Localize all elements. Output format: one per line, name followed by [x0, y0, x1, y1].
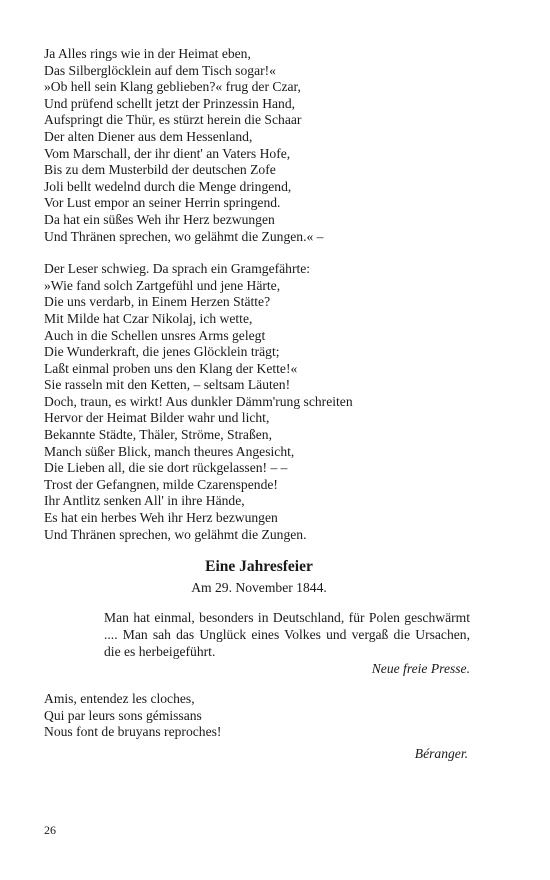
- poem-line: Der Leser schwieg. Da sprach ein Gramgefährte:: [44, 261, 311, 277]
- poem-stanza-2: [44, 261, 474, 543]
- epigraph-line: Nous font de bruyans reproches!: [44, 724, 222, 740]
- poem-line: Ja Alles rings wie in der Heimat eben,: [44, 46, 251, 61]
- poem-line: Der alten Diener aus dem Hessenland,: [44, 128, 253, 144]
- epigraph-line: Qui par leurs sons gémissans: [44, 707, 202, 723]
- poem-line: »Ob hell sein Klang geblieben?« frug der Czar,: [44, 79, 301, 95]
- page-body: [44, 46, 474, 762]
- poem-line: Sie rasseln mit den Ketten, – seltsam Läuten!: [44, 377, 291, 393]
- poem-line: Bekannte Städte, Thäler, Ströme, Straßen,: [44, 427, 272, 443]
- motto-text: Man hat einmal, besonders in Deutschland, für Polen geschwärmt .... Man sah das Unglück eines Volkes und vergaß die Ursachen, die es herbeigeführt.: [104, 610, 470, 660]
- epigraph-block: [44, 691, 474, 762]
- epigraph-line: Amis, entendez les cloches,: [44, 691, 195, 707]
- poem-line: Manch süßer Blick, manch theures Angesicht,: [44, 443, 295, 459]
- poem-line: Das Silberglöcklein auf dem Tisch sogar!«: [44, 62, 276, 78]
- poem-line: Bis zu dem Musterbild der deutschen Zofe: [44, 162, 276, 178]
- stanza-break: [44, 245, 474, 261]
- poem-line: Vor Lust empor an seiner Herrin springend.: [44, 195, 281, 211]
- poem-line: Doch, traun, es wirkt! Aus dunkler Dämm'rung schreiten: [44, 393, 353, 409]
- poem-line: Die Wunderkraft, die jenes Glöcklein trägt;: [44, 344, 280, 360]
- poem-line: Und Thränen sprechen, wo gelähmt die Zungen.« –: [44, 228, 324, 244]
- poem-line: Laßt einmal proben uns den Klang der Kette!«: [44, 360, 298, 376]
- poem-line: Mit Milde hat Czar Nikolaj, ich wette,: [44, 310, 253, 326]
- poem-line: »Wie fand solch Zartgefühl und jene Härte,: [44, 277, 281, 293]
- poem-line: Und prüfend schellt jetzt der Prinzessin Hand,: [44, 95, 296, 111]
- section-date: Am 29. November 1844.: [191, 580, 327, 596]
- poem-line: Auch in die Schellen unsres Arms gelegt: [44, 327, 266, 343]
- poem-line: Aufspringt die Thür, es stürzt herein die Schaar: [44, 112, 302, 128]
- poem-line: Und Thränen sprechen, wo gelähmt die Zungen.: [44, 526, 307, 542]
- poem-line: Ihr Antlitz senken All' in ihre Hände,: [44, 493, 245, 509]
- poem-line: Joli bellt wedelnd durch die Menge dringend,: [44, 178, 292, 194]
- poem-line: Trost der Gefangnen, milde Czarenspende!: [44, 476, 278, 492]
- poem-line: Da hat ein süßes Weh ihr Herz bezwungen: [44, 211, 275, 227]
- poem-line: Es hat ein herbes Weh ihr Herz bezwungen: [44, 510, 278, 526]
- section-title: Eine Jahresfeier: [205, 558, 313, 576]
- poem-line: Vom Marschall, der ihr dient' an Vaters Hofe,: [44, 145, 291, 161]
- poem-line: Die Lieben all, die sie dort rückgelassen! – –: [44, 460, 288, 476]
- poem-stanza-1: [44, 46, 474, 245]
- poem-line: Hervor der Heimat Bilder wahr und licht,: [44, 410, 270, 426]
- epigraph-source: Béranger.: [414, 746, 468, 761]
- motto-source: Neue freie Presse.: [371, 661, 470, 677]
- page-number: 26: [44, 823, 56, 837]
- poem-line: Die uns verdarb, in Einem Herzen Stätte?: [44, 294, 271, 310]
- motto-block: [104, 609, 470, 677]
